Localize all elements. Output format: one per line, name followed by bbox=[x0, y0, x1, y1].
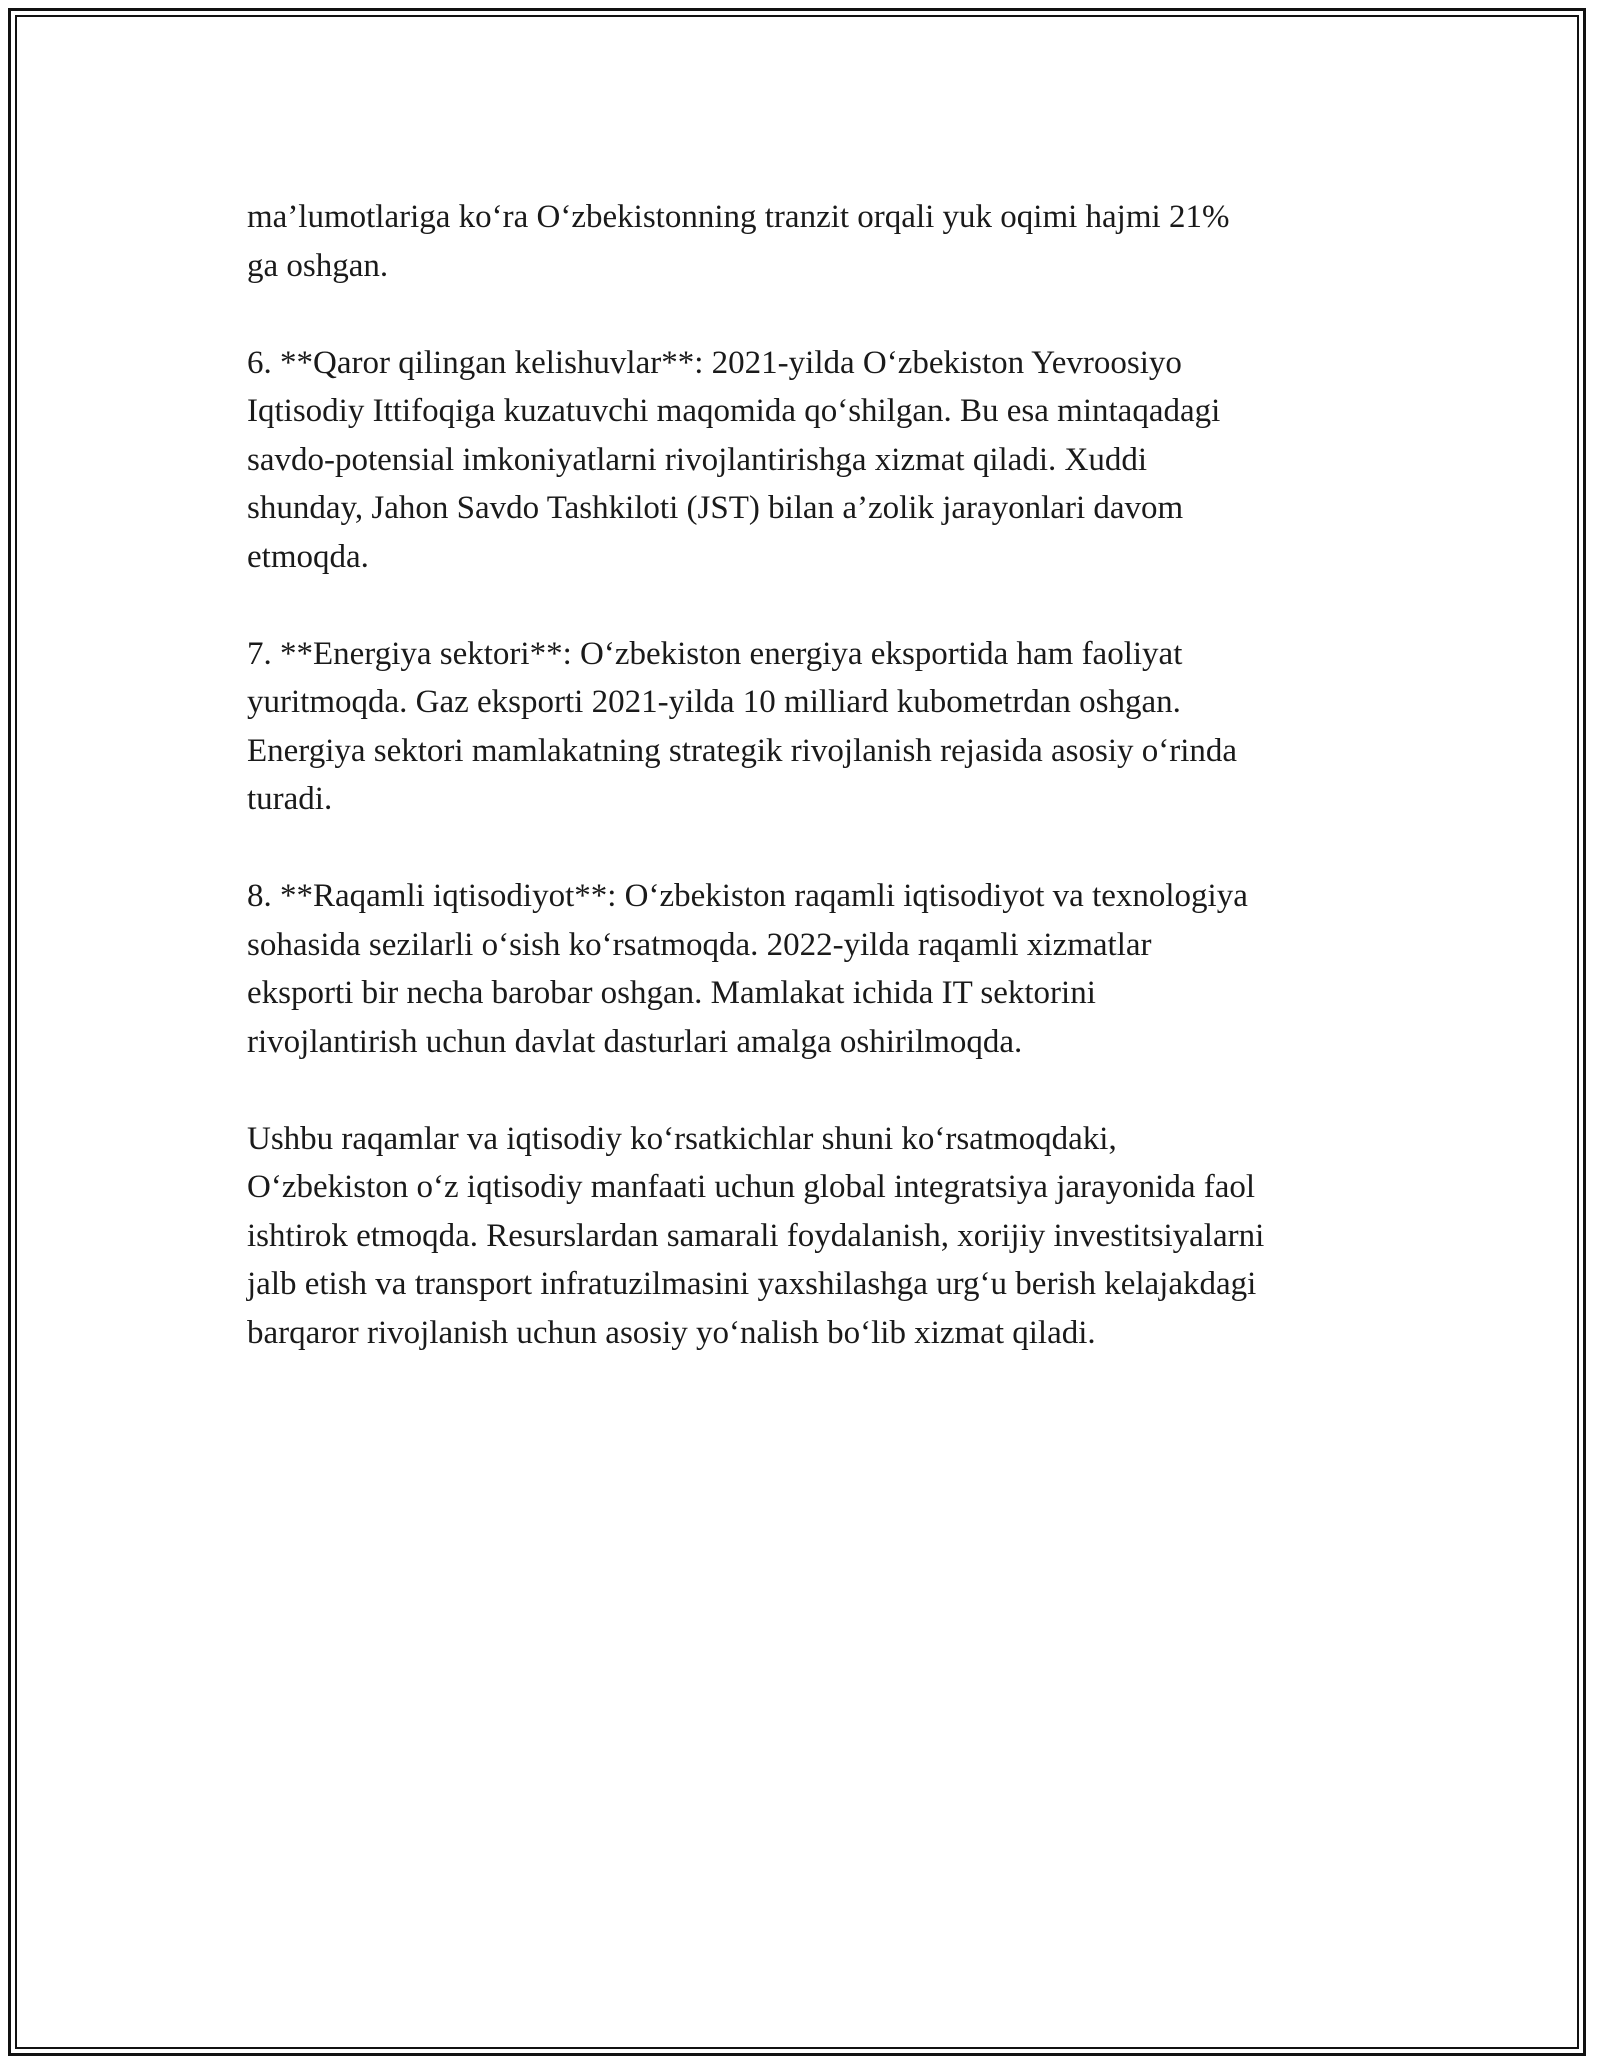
page-frame bbox=[8, 8, 1586, 2056]
paragraph-transit-continuation: ma’lumotlariga ko‘ra O‘zbekistonning tranzit orqali yuk oqimi hajmi 21% ga oshgan. bbox=[247, 199, 1230, 284]
paragraph-conclusion: Ushbu raqamlar va iqtisodiy ko‘rsatkichlar shuni ko‘rsatmoqdaki, O‘zbekiston o‘z iqtisodiy manfaati uchun global integratsiya jarayonida faol ishtirok etmoqda. Resurslardan samarali foydalanish, xorijiy investitsiyalarni jalb etish va transport infratuzilmasini yaxshilashga urg‘u berish kelajakdagi barqaror rivojlanish uchun asosiy yo‘nalish bo‘lib xizmat qiladi. bbox=[247, 1120, 1265, 1351]
paragraph-energy-sector: 7. **Energiya sektori**: O‘zbekiston energiya eksportida ham faoliyat yuritmoqda. Gaz eksporti 2021-yilda 10 milliard kubometrdan oshgan. Energiya sektori mamlakatning strategik rivojlanish rejasida asosiy o‘rinda turadi. bbox=[247, 635, 1238, 817]
document-body bbox=[247, 193, 1387, 1406]
paragraph-agreements: 6. **Qaror qilingan kelishuvlar**: 2021-yilda O‘zbekiston Yevroosiyo Iqtisodiy Ittifoqiga kuzatuvchi maqomida qo‘shilgan. Bu esa mintaqadagi savdo-potensial imkoniyatlarni rivojlantirishga xizmat qiladi. Xuddi shunday, Jahon Savdo Tashkiloti (JST) bilan a’zolik jarayonlari davom etmoqda. bbox=[247, 344, 1221, 575]
paragraph-digital-economy: 8. **Raqamli iqtisodiyot**: O‘zbekiston raqamli iqtisodiyot va texnologiya sohasida sezilarli o‘sish ko‘rsatmoqda. 2022-yilda raqamli xizmatlar eksporti bir necha barobar oshgan. Mamlakat ichida IT sektorini rivojlantirish uchun davlat dasturlari amalga oshirilmoqda. bbox=[247, 878, 1248, 1060]
